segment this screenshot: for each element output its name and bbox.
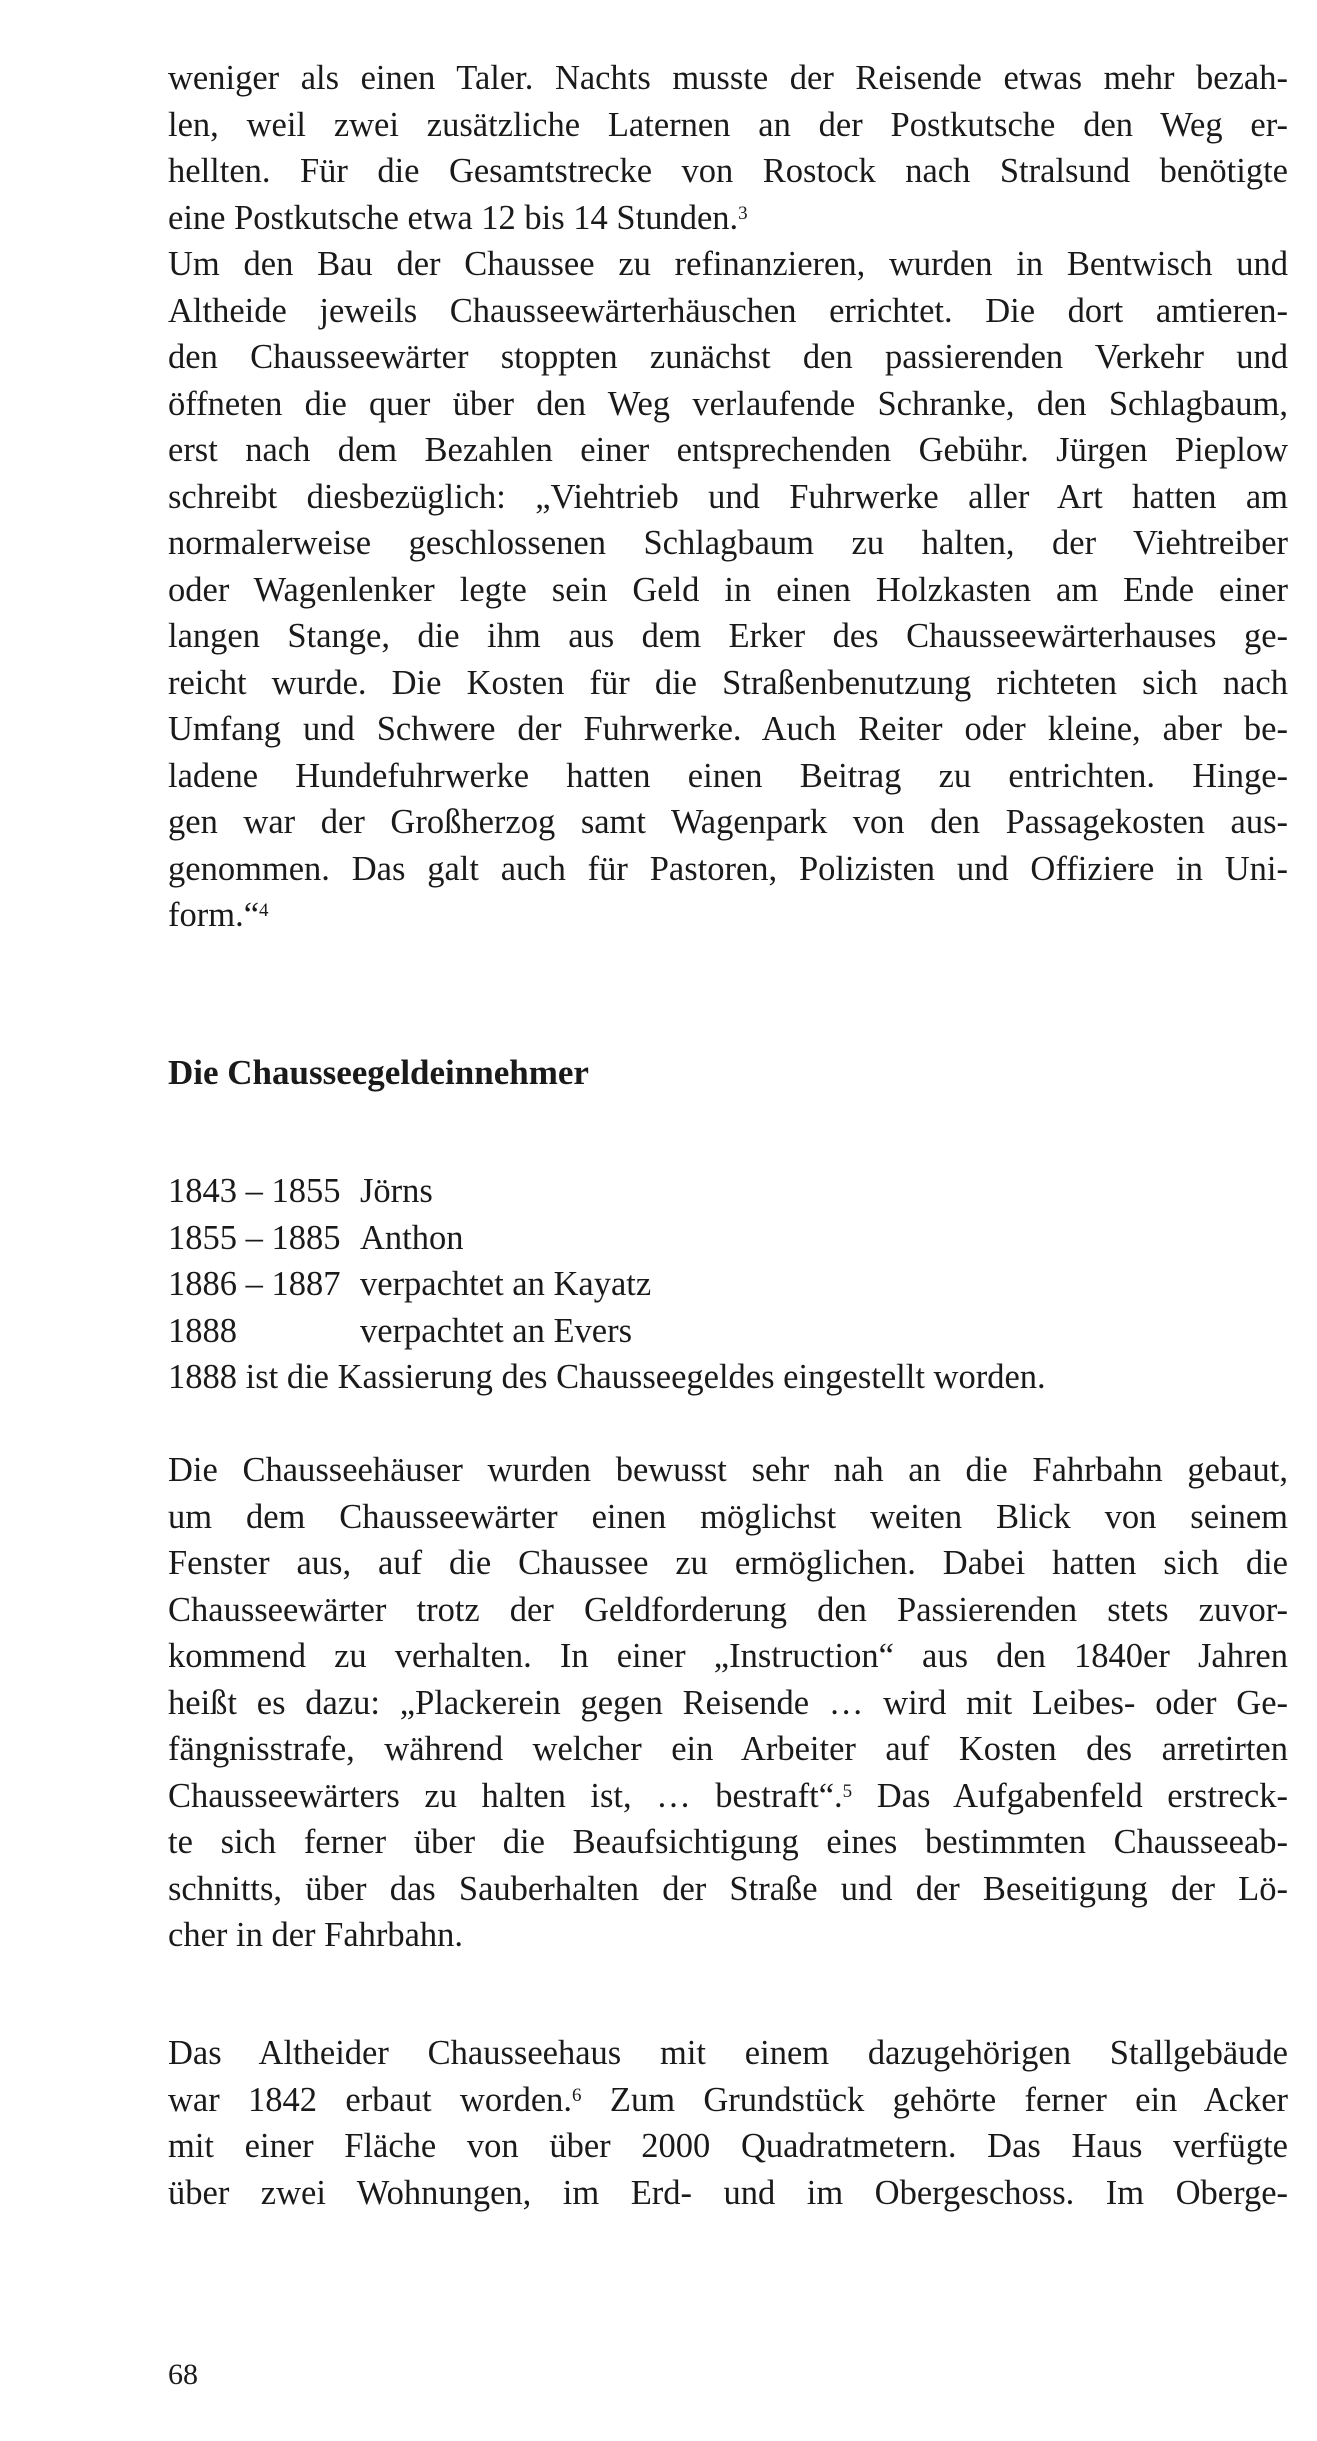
footnote-ref: 5 [842,1780,853,1802]
list-item-years: 1886 – 1887 [168,1265,341,1303]
text-line: Chausseewärters zu halten ist, … bestraft“.$^5$ Das Aufgabenfeld erstreck- [168,1776,1288,1815]
text-line: Chausseewärter trotz der Geldforderung den Passierenden stets zuvor- [168,1590,1288,1629]
footnote-ref: 3 [738,202,748,224]
list-item [168,1308,1288,1355]
text-line: erst nach dem Bezahlen einer entsprechenden Gebühr. Jürgen Pieplow [168,431,1288,469]
text-line: oder Wagenlenker legte sein Geld in einen Holzkasten am Ende einer [168,570,1288,609]
text-line: war 1842 erbaut worden.$^6$ Zum Grundstück gehörte ferner ein Acker [168,2080,1289,2119]
text-line: form.“$^4$ [168,896,269,934]
text-line: reicht wurde. Die Kosten für die Straßenbenutzung richteten sich nach [168,663,1288,702]
text-line: Die Chausseehäuser wurden bewusst sehr nah an die Fahrbahn gebaut, [168,1451,1288,1489]
text-line: normalerweise geschlossenen Schlagbaum zu halten, der Viehtreiber [168,524,1288,562]
text-line: mit einer Fläche von über 2000 Quadratmetern. Das Haus verfügte [168,2127,1288,2165]
text-line: kommend zu verhalten. In einer „Instruction“ aus den 1840er Jahren [168,1637,1288,1675]
footnote-ref: 6 [572,2084,582,2106]
text-line: hellten. Für die Gesamtstrecke von Rostock nach Stralsund benötigte [168,152,1288,190]
text-line: te sich ferner über die Beaufsichtigung eines bestimmten Chausseeab- [168,1823,1288,1861]
footnote-ref: 4 [259,900,269,921]
list-item-name: verpachtet an Kayatz [360,1265,652,1303]
text-line: weniger als einen Taler. Nachts musste der Reisende etwas mehr bezah- [168,59,1288,97]
paragraph-altheider-chausseehaus [168,2030,1288,2216]
text-line: gen war der Großherzog samt Wagenpark von den Passagekosten aus- [168,803,1288,841]
text-line: öffneten die quer über den Weg verlaufende Schranke, den Schlagbaum, [168,384,1288,423]
text-line: den Chausseewärter stoppten zunächst den passierenden Verkehr und [168,338,1288,376]
text-line: ladene Hundefuhrwerke hatten einen Beitrag zu entrichten. Hinge- [168,756,1288,795]
list-item-years: 1855 – 1885 [168,1218,341,1257]
paragraph-postkutsche [168,55,1288,241]
text-line: schnitts, über das Sauberhalten der Straße und der Beseitigung der Lö- [168,1869,1288,1908]
text-line: cher in der Fahrbahn. [168,1916,464,1954]
text-line: genommen. Das galt auch für Pastoren, Polizisten und Offiziere in Uni- [168,849,1288,888]
text-line: eine Postkutsche etwa 12 bis 14 Stunden.$^3$ [168,198,748,237]
text-line: fängnisstrafe, während welcher ein Arbeiter auf Kosten des arretirten [168,1730,1288,1768]
list-item [168,1261,1288,1308]
text-line: Altheide jeweils Chausseewärterhäuschen errichtet. Die dort amtieren- [168,291,1288,330]
section-heading: Die Chausseegeldeinnehmer [168,1053,589,1092]
paragraph-chausseehaeuser [168,1447,1288,1959]
paragraph-chausseewaerter [168,241,1288,939]
text-line: langen Stange, die ihm aus dem Erker des Chausseewärterhauses ge- [168,617,1288,655]
text-line: schreibt diesbezüglich: „Viehtrieb und Fuhrwerke aller Art hatten am [168,477,1288,516]
tax-collector-list [168,1168,1288,1401]
text-line: Um den Bau der Chaussee zu refinanzieren, wurden in Bentwisch und [168,245,1288,283]
list-item-name: Jörns [360,1172,433,1210]
text-line: Das Altheider Chausseehaus mit einem dazugehörigen Stallgebäude [168,2034,1288,2072]
list-item [168,1215,1288,1262]
list-item-name: Anthon [360,1218,464,1257]
list-item-name: verpachtet an Evers [360,1311,633,1350]
list-item-years: 1888 [168,1311,237,1350]
text-line: Fenster aus, auf die Chaussee zu ermöglichen. Dabei hatten sich die [168,1544,1288,1582]
text-line: len, weil zwei zusätzliche Laternen an der Postkutsche den Weg er- [168,105,1288,144]
list-note: 1888 ist die Kassierung des Chausseegeldes eingestellt worden. [168,1358,1046,1396]
list-item-years: 1843 – 1855 [168,1172,341,1210]
page-number: 68 [168,2358,198,2391]
text-line: heißt es dazu: „Plackerein gegen Reisende … wird mit Leibes- oder Ge- [168,1683,1288,1722]
list-item [168,1168,1288,1215]
text-line: Umfang und Schwere der Fuhrwerke. Auch Reiter oder kleine, aber be- [168,710,1288,748]
text-line: über zwei Wohnungen, im Erd- und im Obergeschoss. Im Oberge- [168,2173,1288,2212]
text-line: um dem Chausseewärter einen möglichst weiten Blick von seinem [168,1497,1288,1536]
